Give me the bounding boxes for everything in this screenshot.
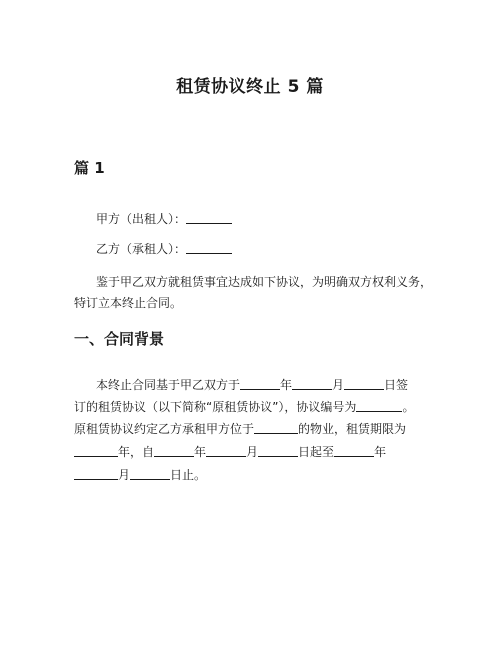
party-a-line xyxy=(96,210,232,228)
party-b-blank xyxy=(186,241,232,254)
party-a-label: 甲方（出租人）： xyxy=(96,212,187,226)
background-text: 月 xyxy=(118,468,131,482)
document-title: 租赁协议终止 5 篇 xyxy=(176,77,324,97)
section-heading-2: 一、合同背景 xyxy=(74,330,165,348)
background-line-3 xyxy=(74,420,406,438)
start-year-blank xyxy=(154,444,194,457)
lease-years-blank xyxy=(74,444,118,457)
party-b-line xyxy=(96,240,232,258)
day-blank xyxy=(344,377,384,390)
property-location-blank xyxy=(254,421,298,434)
background-text: 本终止合同基于甲乙双方于 xyxy=(96,378,241,392)
end-day-blank xyxy=(130,467,170,480)
party-b-label: 乙方（承租人）： xyxy=(96,242,187,256)
background-line-1 xyxy=(96,376,408,394)
background-text: 年 xyxy=(374,445,387,459)
intro-line-1: 鉴于甲乙双方就租赁事宜达成如下协议，为明确双方权利义务， xyxy=(96,275,433,289)
background-line-4 xyxy=(74,443,386,461)
background-text: 年 xyxy=(280,378,293,392)
background-text: 的物业，租赁期限为 xyxy=(298,422,407,436)
background-text: 原租赁协议约定乙方承租甲方位于 xyxy=(74,422,255,436)
background-text: 。 xyxy=(402,400,415,414)
month-blank xyxy=(292,377,332,390)
end-month-blank xyxy=(74,467,118,480)
background-text: 日止。 xyxy=(170,468,207,482)
start-month-blank xyxy=(206,444,246,457)
background-line-5 xyxy=(74,466,206,484)
background-text: 年，自 xyxy=(118,445,155,459)
agreement-number-blank xyxy=(356,399,402,412)
background-text: 订的租赁协议（以下简称“原租赁协议”），协议编号为 xyxy=(74,400,357,414)
background-text: 年 xyxy=(194,445,207,459)
section-heading-1: 篇 1 xyxy=(74,159,105,177)
party-a-blank xyxy=(186,211,232,224)
background-text: 日签 xyxy=(384,378,409,392)
background-text: 日起至 xyxy=(298,445,335,459)
year-blank xyxy=(240,377,280,390)
end-year-blank xyxy=(334,444,374,457)
background-line-2 xyxy=(74,398,414,416)
background-text: 月 xyxy=(246,445,259,459)
start-day-blank xyxy=(258,444,298,457)
background-text: 月 xyxy=(332,378,345,392)
intro-line-2: 特订立本终止合同。 xyxy=(74,296,183,310)
